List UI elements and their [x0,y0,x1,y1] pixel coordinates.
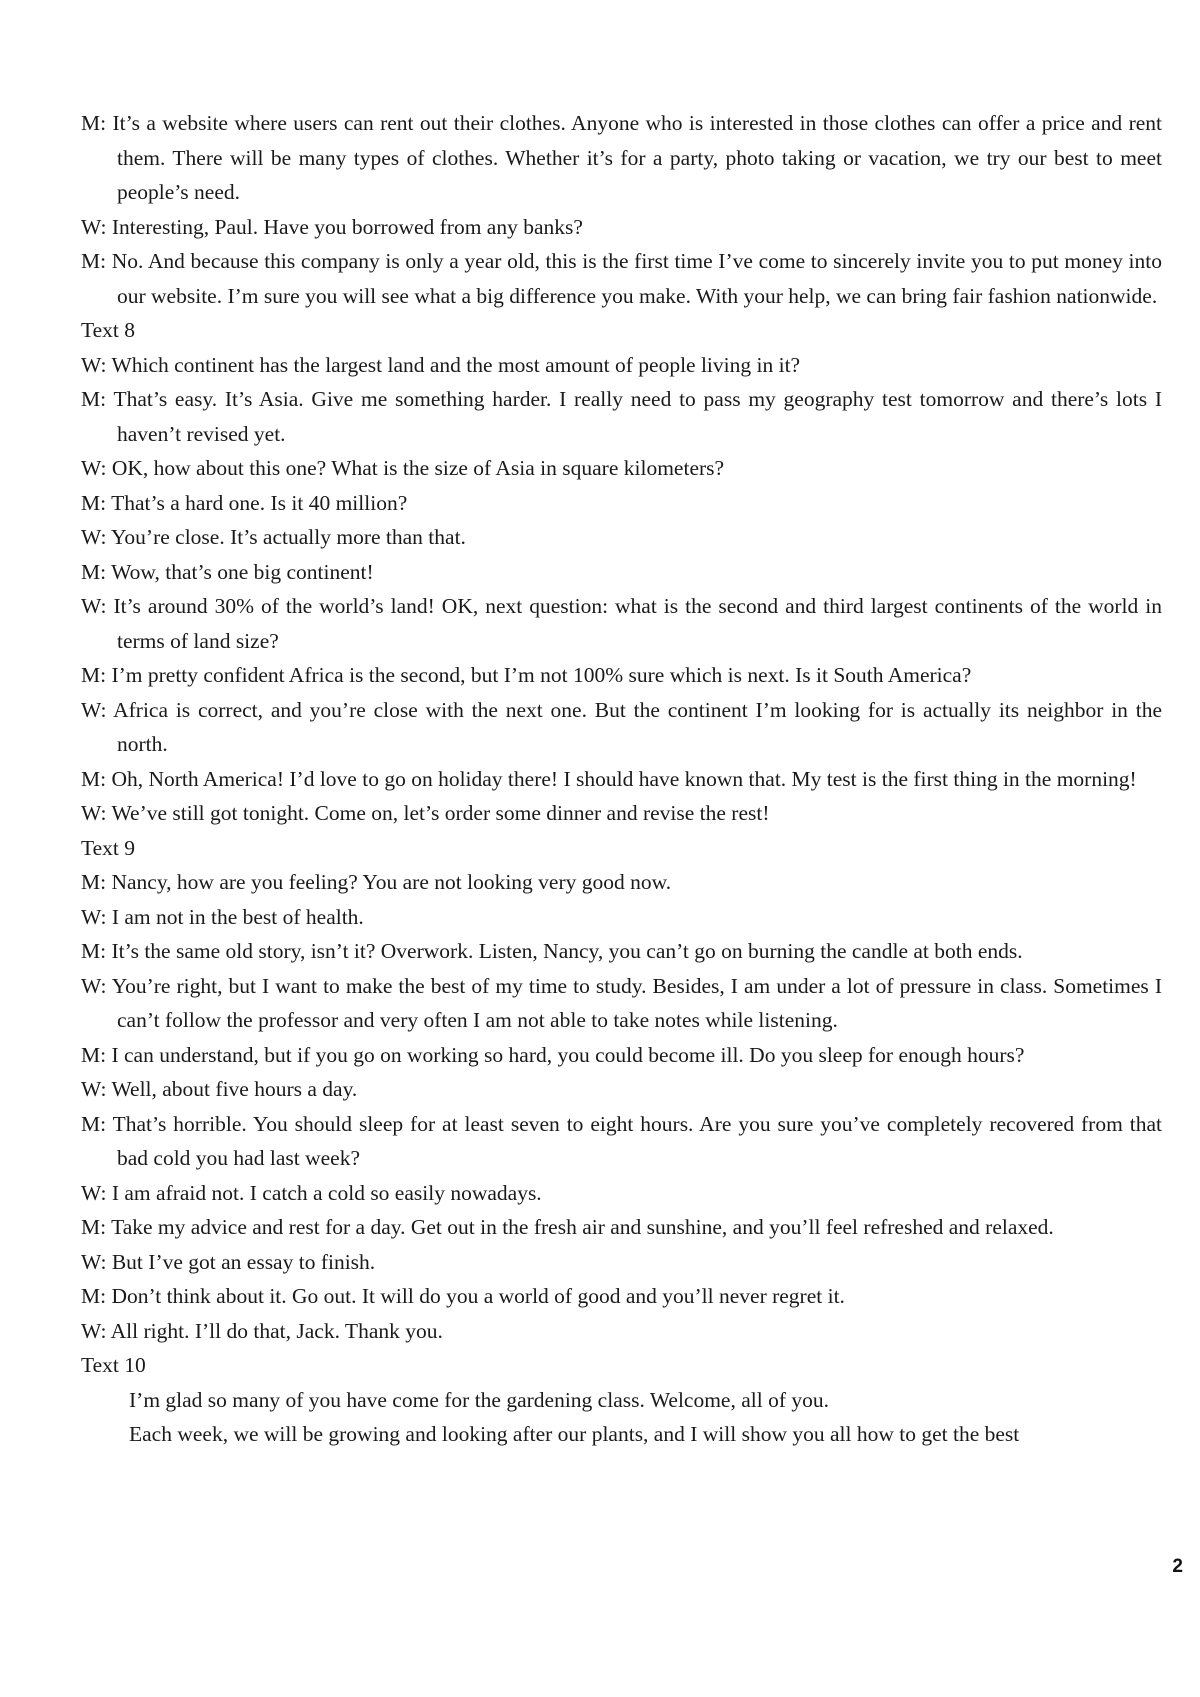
dialogue-line: W: You’re close. It’s actually more than that. [81,525,466,549]
dialogue-line: W: Africa is correct, and you’re close with the next one. But the continent I’m looking for is actually its neighbor in the north. [81,697,1162,756]
monologue-paragraph: I’m glad so many of you have come for the gardening class. Welcome, all of you. [129,1387,829,1412]
dialogue-line: M: It’s a website where users can rent out their clothes. Anyone who is interested in those clothes can offer a price and rent them. There will be many types of clothes. Whether it’s for a party, photo taking or vacation, we try our best to meet people’s need. [81,111,1162,204]
page-number: 2 [1172,1556,1183,1577]
dialogue-line: W: I am not in the best of health. [81,904,364,929]
dialogue-line: W: I am afraid not. I catch a cold so easily nowadays. [81,1180,542,1205]
dialogue-line: M: That’s easy. It’s Asia. Give me something harder. I really need to pass my geography test tomorrow and there’s lots I haven’t revised yet. [81,387,1162,446]
dialogue-line: M: No. And because this company is only a year old, this is the first time I’ve come to sincerely invite you to put money into our website. I’m sure you will see what a big difference you make. With your help, we can bring fair fashion nationwide. [81,249,1162,308]
dialogue-line: W: All right. I’ll do that, Jack. Thank you. [81,1318,443,1343]
document-body [81,106,1162,1452]
dialogue-line: M: I’m pretty confident Africa is the second, but I’m not 100% sure which is next. Is it South America? [81,663,972,687]
dialogue-line: M: Oh, North America! I’d love to go on holiday there! I should have known that. My test is the first thing in the morning! [81,766,1137,791]
section-heading: Text 8 [81,318,136,342]
dialogue-line: W: Which continent has the largest land and the most amount of people living in it? [81,352,801,377]
section-heading: Text 10 [81,1353,146,1377]
dialogue-line: W: OK, how about this one? What is the size of Asia in square kilometers? [81,456,725,480]
dialogue-line: M: I can understand, but if you go on working so hard, you could become ill. Do you sleep for enough hours? [81,1042,1025,1067]
dialogue-line: W: You’re right, but I want to make the best of my time to study. Besides, I am under a lot of pressure in class. Sometimes I can’t follow the professor and very often I am not able to take notes while listening. [81,973,1162,1032]
dialogue-line: W: But I’ve got an essay to finish. [81,1249,376,1274]
dialogue-line: M: Take my advice and rest for a day. Get out in the fresh air and sunshine, and you’ll feel refreshed and relaxed. [81,1215,1054,1239]
dialogue-line: M: It’s the same old story, isn’t it? Overwork. Listen, Nancy, you can’t go on burning the candle at both ends. [81,939,1023,963]
dialogue-line: M: Wow, that’s one big continent! [81,559,374,584]
dialogue-line: M: That’s horrible. You should sleep for at least seven to eight hours. Are you sure you’ve completely recovered from that bad cold you had last week? [81,1111,1162,1170]
dialogue-line: W: Well, about five hours a day. [81,1077,358,1101]
section-heading: Text 9 [81,835,136,860]
dialogue-line: W: Interesting, Paul. Have you borrowed from any banks? [81,214,583,239]
dialogue-line: W: We’ve still got tonight. Come on, let’s order some dinner and revise the rest! [81,801,770,825]
dialogue-line: M: Don’t think about it. Go out. It will do you a world of good and you’ll never regret it. [81,1284,845,1308]
monologue-paragraph: Each week, we will be growing and looking after our plants, and I will show you all how to get the best [129,1422,1020,1446]
dialogue-line: W: It’s around 30% of the world’s land! OK, next question: what is the second and third largest continents of the world in terms of land size? [81,594,1162,653]
dialogue-line: M: That’s a hard one. Is it 40 million? [81,490,408,515]
dialogue-line: M: Nancy, how are you feeling? You are not looking very good now. [81,870,672,894]
